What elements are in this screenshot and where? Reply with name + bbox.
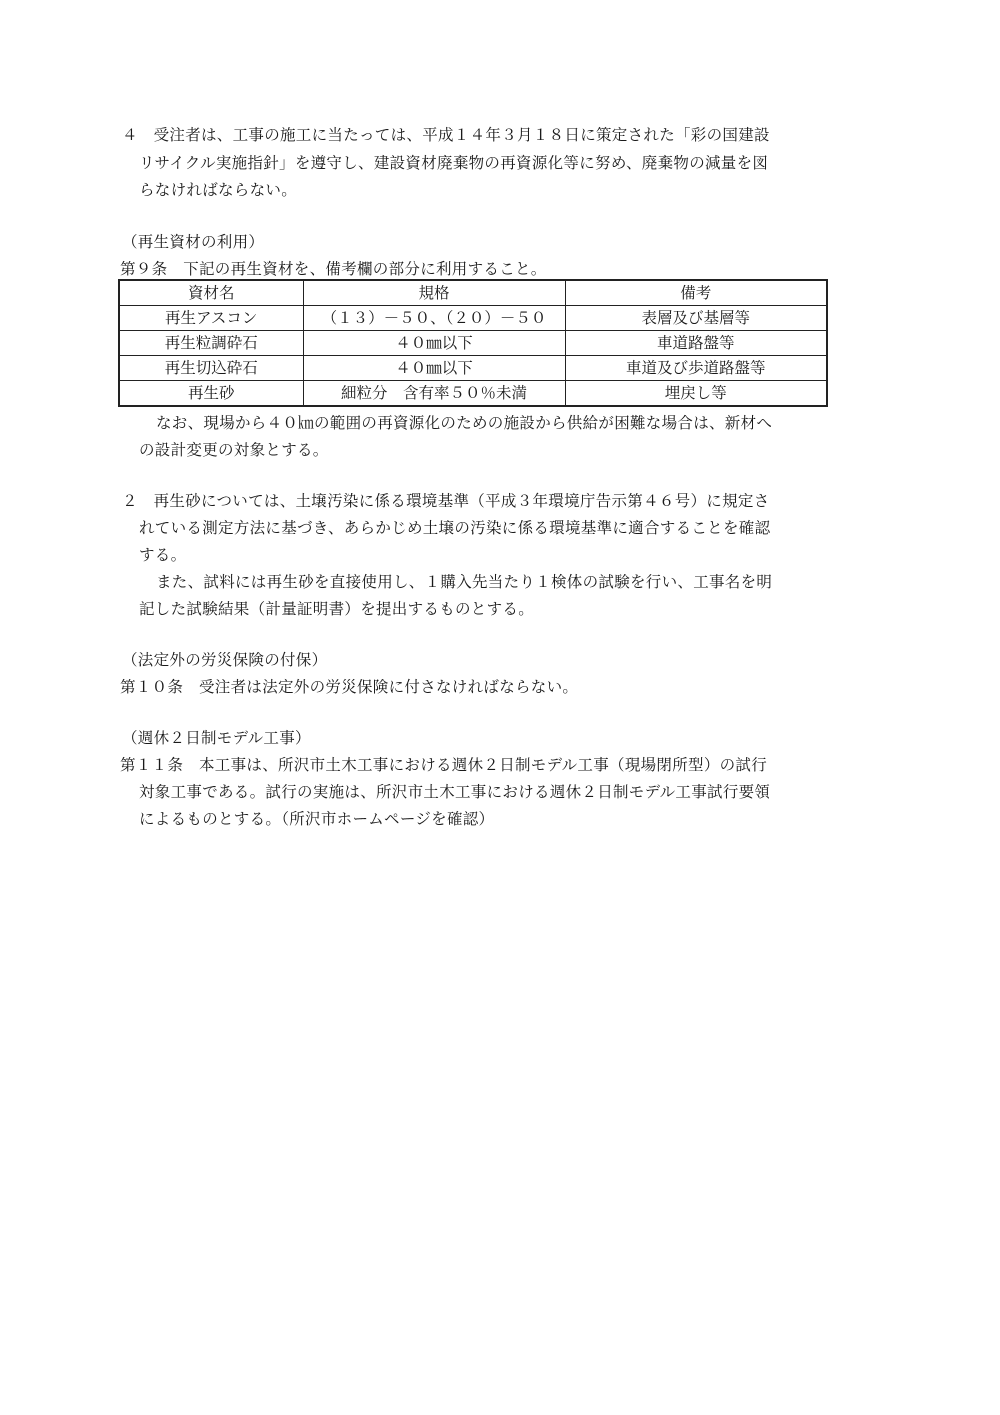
- table-row: [119, 381, 827, 407]
- clause4-line1: ４ 受注者は、工事の施工に当たっては、平成１４年３月１８日に策定された「彩の国建設: [122, 126, 770, 144]
- table-cell: 埋戻し等: [565, 381, 827, 407]
- clause4-line3: らなければならない。: [139, 181, 298, 199]
- table-cell: 表層及び基層等: [565, 306, 827, 331]
- table-cell: 車道路盤等: [565, 331, 827, 356]
- clause2-line2: れている測定方法に基づき、あらかじめ土壌の汚染に係る環境基準に適合することを確認: [139, 519, 771, 537]
- table-header-cell: 資材名: [119, 280, 303, 306]
- table-cell: 車道及び歩道路盤等: [565, 356, 827, 381]
- clause2-line1: ２ 再生砂については、土壌汚染に係る環境基準（平成３年環境庁告示第４６号）に規定さ: [122, 492, 770, 510]
- table-cell: 再生粒調砕石: [119, 331, 303, 356]
- table-header-row: [119, 280, 827, 306]
- table-cell: 細粒分 含有率５０％未満: [303, 381, 565, 407]
- clause2-line4: また、試料には再生砂を直接使用し、１購入先当たり１検体の試験を行い、工事名を明: [156, 573, 773, 591]
- table-row: [119, 356, 827, 381]
- table-note-line2: の設計変更の対象とする。: [139, 441, 329, 459]
- section-heading-recycled-materials: （再生資材の利用）: [122, 233, 265, 251]
- table-cell: ４０㎜以下: [303, 331, 565, 356]
- table-note-line1: なお、現場から４０㎞の範囲の再資源化のための施設から供給が困難な場合は、新材へ: [156, 414, 773, 432]
- clause2-line3: する。: [139, 546, 187, 564]
- clause4-line2: リサイクル実施指針」を遵守し、建設資材廃棄物の再資源化等に努め、廃棄物の減量を図: [139, 154, 769, 172]
- section-heading-two-day-weekend: （週休２日制モデル工事）: [122, 729, 311, 747]
- table-cell: ４０㎜以下: [303, 356, 565, 381]
- table-row: [119, 306, 827, 331]
- table-header-cell: 規格: [303, 280, 565, 306]
- table-cell: 再生アスコン: [119, 306, 303, 331]
- table-row: [119, 331, 827, 356]
- table-cell: 再生砂: [119, 381, 303, 407]
- article-10: 第１０条 受注者は法定外の労災保険に付さなければならない。: [120, 678, 579, 696]
- table-header-cell: 備考: [565, 280, 827, 306]
- table-cell: （１３）－５０、（２０）－５０: [303, 306, 565, 331]
- article-11-line3: によるものとする。（所沢市ホームページを確認）: [139, 810, 495, 828]
- section-heading-insurance: （法定外の労災保険の付保）: [122, 651, 328, 669]
- article-11-line1: 第１１条 本工事は、所沢市土木工事における週休２日制モデル工事（現場閉所型）の試行: [120, 756, 768, 774]
- recycled-materials-table: [118, 279, 828, 407]
- article-9: 第９条 下記の再生資材を、備考欄の部分に利用すること。: [120, 260, 547, 278]
- article-11-line2: 対象工事である。試行の実施は、所沢市土木工事における週休２日制モデル工事試行要領: [139, 783, 771, 801]
- clause2-line5: 記した試験結果（計量証明書）を提出するものとする。: [139, 600, 535, 618]
- table-cell: 再生切込砕石: [119, 356, 303, 381]
